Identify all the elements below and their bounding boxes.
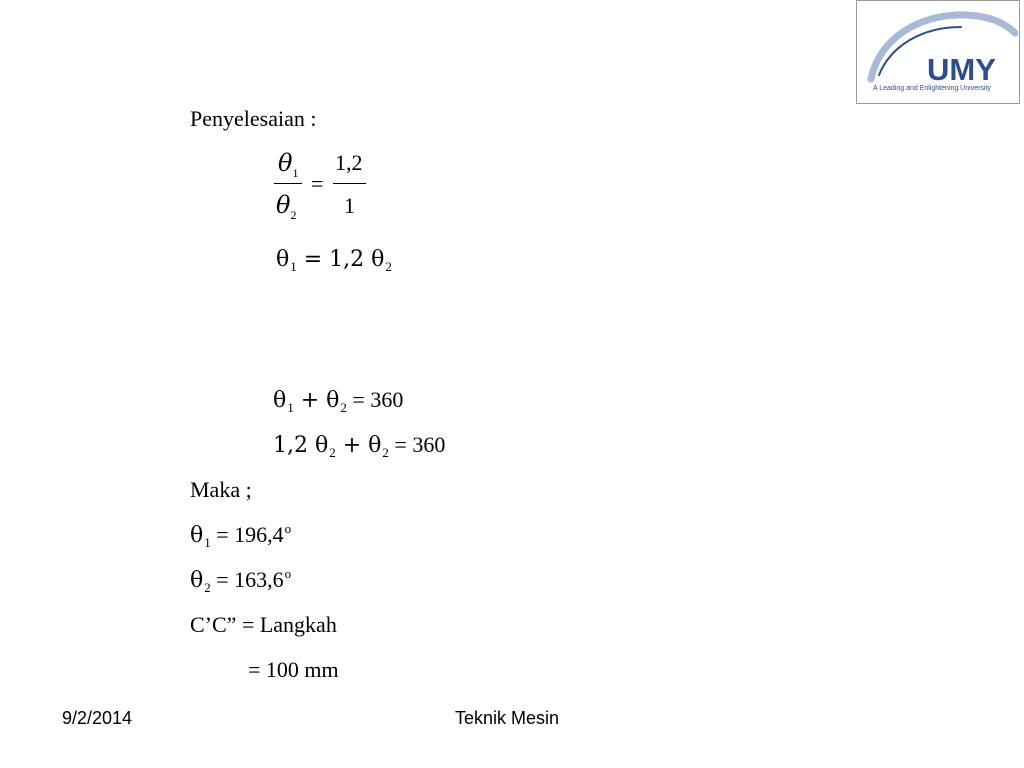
equation-ratio: $\theta_1 = 1,2$ $\theta_2$	[276, 247, 392, 274]
footer-date: 9/2/2014	[62, 708, 133, 728]
result-theta2: $\theta_2 = 163,6^o$	[190, 566, 292, 595]
fraction-equals: =	[311, 171, 324, 196]
equation-substituted: 1,2 $\theta_2 + \theta_2 = 360$	[273, 432, 446, 460]
logo-tagline: A Leading and Enlightening University	[873, 85, 991, 92]
footer-title: Teknik Mesin	[455, 708, 560, 728]
fraction-bar-right	[333, 183, 366, 184]
fraction-rhs-denominator: 1	[344, 193, 355, 218]
fraction-rhs-numerator: 1,2	[335, 150, 363, 175]
umy-logo	[856, 0, 1020, 104]
fraction-bar-left	[274, 183, 302, 184]
langkah-value: = 100 mm	[248, 657, 339, 682]
heading-penyelesaian: Penyelesaian :	[190, 106, 317, 131]
label-maka: Maka ;	[190, 477, 252, 502]
label-langkah: C’C” = Langkah	[190, 612, 337, 637]
fraction-numerator: $\theta_1$	[278, 149, 299, 180]
logo-wordmark: UMY	[927, 52, 996, 87]
result-theta1: $\theta_1 = 196,4^o$	[190, 521, 292, 550]
fraction-denominator: $\theta_2$	[276, 191, 297, 222]
equation-sum: $\theta_1 + \theta_2 = 360$	[273, 387, 404, 415]
